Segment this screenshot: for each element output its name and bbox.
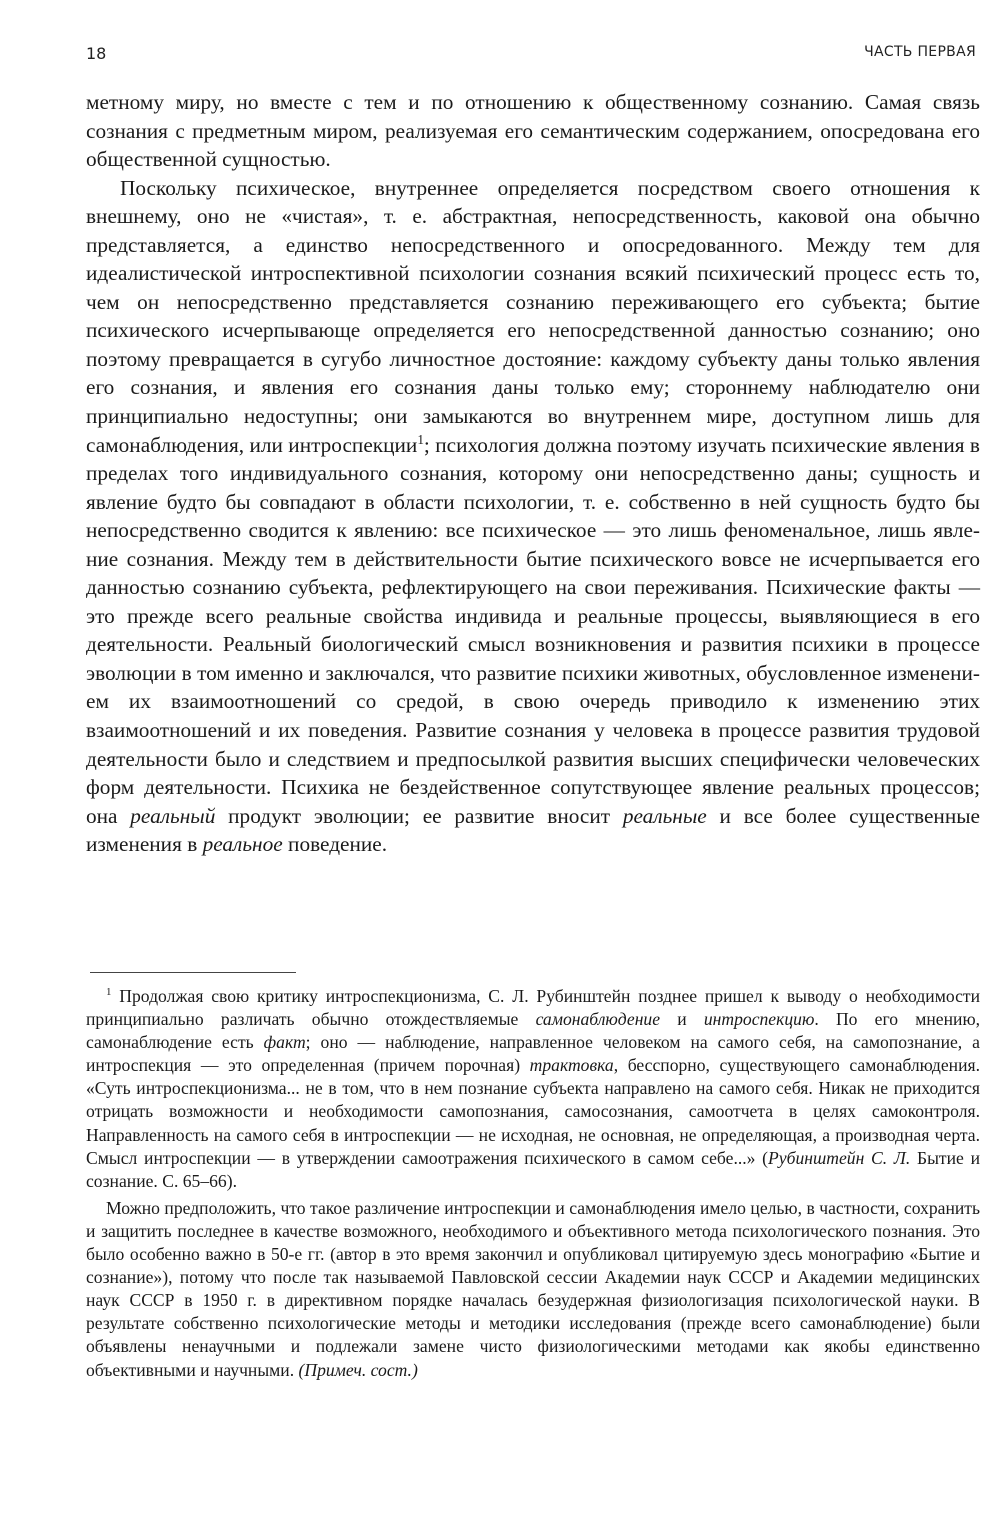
emphasis-realnye: реальные	[622, 803, 707, 828]
footnote-1-text: и	[660, 1009, 704, 1030]
footnote-1-text: Продолжая свою критику интроспекционизма, С. Л. Рубинштейн позднее пришел к выводу о необходимости принципиально различать обычно отождествляемые	[86, 986, 980, 1030]
footnote-1	[86, 985, 980, 1193]
footnote-2	[86, 1197, 980, 1382]
footnote-divider	[90, 972, 296, 973]
footnote-1-text: , бесспорно, существующего самонаблюдения. «Суть интроспекционизма... не в том, что в нем познание субъекта направлено на самого себя. Никак не приходится отрицать возможности и необходимости самопознания, самосознания, самоотчета в целях самоконтроля. Направленность на самого себя в интроспекции — не исходная, не основная, не определяющая, а производная черта. Смысл интроспекции — в утверждении самоотражения психического в самом себе...» (	[86, 1055, 980, 1168]
compiler-note: (Примеч. сост.)	[298, 1359, 418, 1380]
paragraph-1: метному миру, но вместе с тем и по отношению к общественному сознанию. Самая связь сознания с предметным миром, реализуемая его семантическим содержанием, опосредована его общественной сущностью.	[86, 90, 980, 172]
footnote-1-italic: трактовка	[529, 1055, 614, 1076]
paragraph-2-part-2: ; психология должна поэтому изучать психические явления в пределах того индивидуального сознания, которому они непосредственно даны; сущность и явление будто бы совпадают в области психологии, т. е. собственно в ней сущность будто бы непосредственно сводится к явлению: все психическое — это лишь феноменальное, лишь явление сознания. Между тем в действительности бытие психического вовсе не исчерпывается его данностью сознанию субъекта, рефлектирующего на свои переживания. Психические факты — это прежде всего реальные свойства индивида и реальные процессы, выявляющиеся в его деятельности. Реальный биологический смысл возникновения и развития психики в процессе эволюции в том именно и заключался, что развитие психики животных, обусловленное изменением их взаимоотношений со средой, в свою очередь приводило к изменению этих взаимоотношений и их поведения. Развитие сознания у человека в процессе развития трудовой деятельности было и следствием и предпосылкой развития высших специфически человеческих форм деятельности. Психика не бездейственное сопутствующее явление реальных процессов; она	[86, 432, 980, 828]
part-title: ЧАСТЬ ПЕРВАЯ	[864, 44, 976, 60]
paragraph-2-part-3: продукт эволюции; ее развитие вносит	[215, 803, 623, 828]
paragraph-2-part-4: и все более существенные изменения в	[86, 803, 980, 857]
emphasis-realny: реальный	[130, 803, 216, 828]
footnote-2-text: Можно предположить, что такое различение интроспекции и самонаблюдения имело целью, в частности, сохранить и защитить последнее в качестве возможного, необходимого и объективного метода психологического познания. Это было особенно важно в 50-е гг. (автор в это время закончил и опубликовал цитируемую здесь монографию «Бытие и сознание»), потому что после так называемой Павловской сессии Академии наук СССР и Академии медицинских наук СССР в 1950 г. в директивном порядке началась безудержная физиологизация психологической науки. В результате собственно психологические методы и методики исследования (прежде всего самонаблюдение) были объявлены ненаучными и подлежали замене чисто физиологическими методами как якобы единственно объективными и научными.	[86, 1197, 980, 1380]
emphasis-realnoe: реальное	[202, 832, 283, 857]
footnote-1-text: ; оно — наблюдение, направленное человеком на самого себя, на самопознание, а интроспекция — это определенная (причем порочная)	[86, 1032, 980, 1076]
footnote-1-italic: самонаблюдение	[535, 1009, 661, 1030]
running-head	[86, 44, 976, 68]
page-number: 18	[86, 44, 107, 63]
main-text	[86, 88, 980, 859]
footnote-reference[interactable]: 1	[417, 431, 424, 447]
footnote-1-author: Рубинштейн С. Л.	[768, 1147, 911, 1168]
footnote-1-text: Бытие и сознание. С. 65–66).	[86, 1147, 980, 1191]
footnote-1-italic: факт	[263, 1032, 306, 1053]
footnote-marker: 1	[106, 986, 112, 999]
footnote-1-text: . По его мнению, самонаблюдение есть	[86, 1009, 980, 1053]
paragraph-2	[86, 174, 980, 859]
footnote-1-italic: интроспекцию	[703, 1009, 815, 1030]
footnotes	[86, 985, 980, 1382]
paragraph-2-part-1: Поскольку психическое, внутреннее определяется посредством своего отношения к внешнему, оно не «чистая», т. е. абстрактная, непосредственность, каковой она обычно представляется, а единство непосредственного и опосредованного. Между тем для идеалистической интроспективной психологии сознания всякий психический процесс есть то, чем он непосредственно представляется сознанию переживающего его субъекта; бытие психического исчерпывающе определяется его непосредственной данностью сознанию; оно поэтому превращается в сугубо личностное достояние: каждому субъекту даны только явления его сознания, и явления его сознания даны только ему; стороннему наблюдателю они принципиально недоступны; они замыкаются во внутреннем мире, доступном лишь для самонаблюдения, или интроспекции	[86, 175, 980, 457]
paragraph-2-part-5: поведение.	[282, 832, 388, 857]
